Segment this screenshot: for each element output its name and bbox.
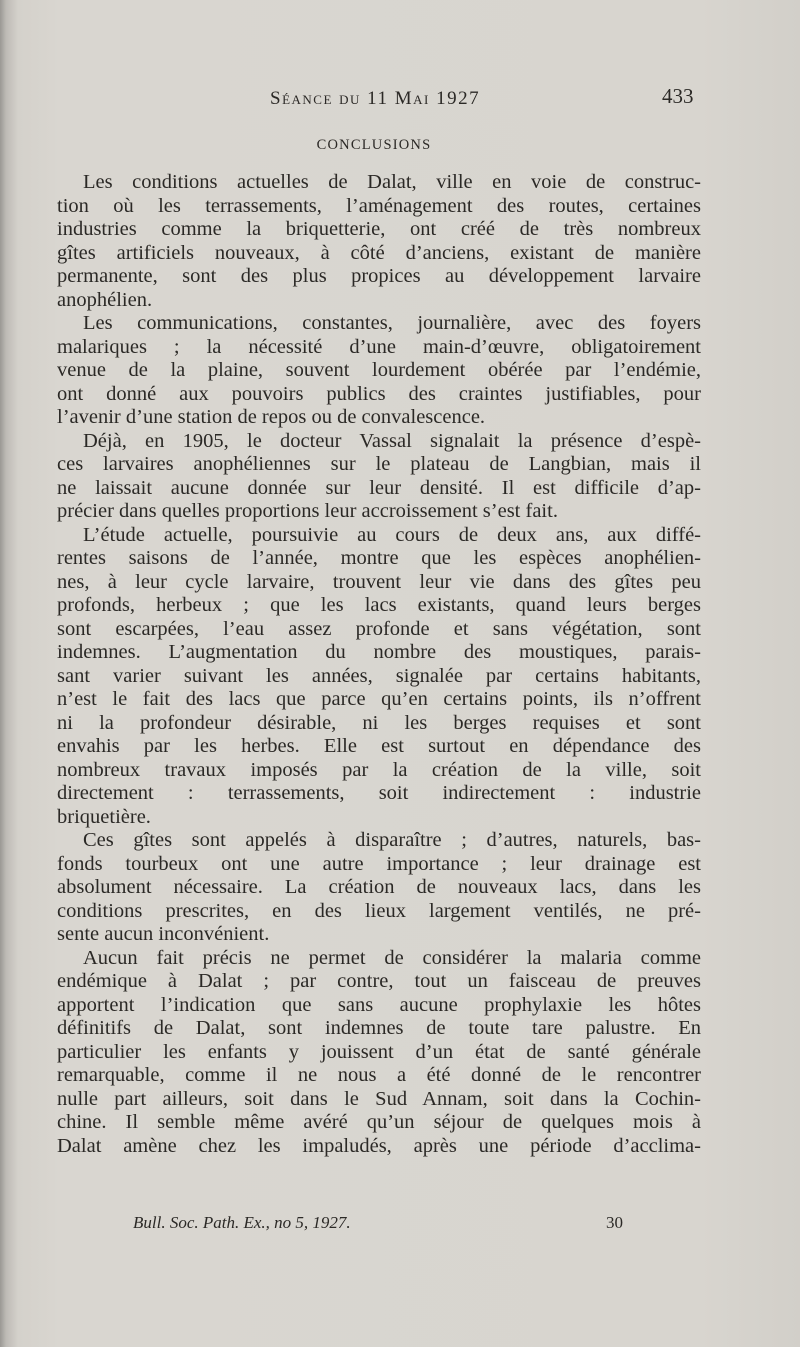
text-line: Les communications, constantes, journalière, avec des foyers	[83, 312, 701, 334]
running-header	[0, 82, 800, 112]
text-line: Les conditions actuelles de Dalat, ville en voie de construc-	[83, 171, 701, 193]
section-heading: CONCLUSIONS	[316, 137, 432, 153]
running-title: Séance du 11 Mai 1927	[270, 88, 481, 109]
text-line: chine. Il semble même avéré qu’un séjour de quelques mois à	[57, 1111, 701, 1133]
text-line: nulle part ailleurs, soit dans le Sud Annam, soit dans la Cochin-	[57, 1087, 701, 1110]
text-line: endémique à Dalat ; par contre, tout un faisceau de preuves	[57, 970, 701, 992]
text-line: nes, à leur cycle larvaire, trouvent leur vie dans des gîtes peu	[57, 570, 701, 593]
text-line: directement : terrassements, soit indirectement : industrie	[57, 782, 701, 804]
text-line: sente aucun inconvénient.	[57, 923, 270, 945]
text-line: conditions prescrites, en des lieux largement ventilés, ne pré-	[57, 899, 701, 922]
page-number: 433	[662, 84, 694, 108]
text-line: industries comme la briquetterie, ont créé de très nombreux	[57, 218, 701, 240]
text-line: envahis par les herbes. Elle est surtout en dépendance des	[57, 735, 701, 757]
signature-mark: 30	[606, 1213, 623, 1232]
text-line: Ces gîtes sont appelés à disparaître ; d’autres, naturels, bas-	[83, 829, 701, 851]
text-line: permanente, sont des plus propices au développement larvaire	[57, 265, 701, 287]
text-line: nombreux travaux imposés par la création de la ville, soit	[57, 758, 701, 781]
text-line: tion où les terrassements, l’aménagement des routes, certaines	[57, 194, 701, 217]
text-line: sant varier suivant les années, signalée par certains habitants,	[57, 664, 701, 687]
page-footer	[0, 1213, 800, 1241]
text-line: ni la profondeur désirable, ni les berges requises et sont	[57, 711, 701, 734]
text-line: n’est le fait des lacs que parce qu’en certains points, ils n’offrent	[57, 688, 701, 710]
text-line: ces larvaires anophéliennes sur le plateau de Langbian, mais il	[57, 453, 701, 475]
text-line: briquetière.	[57, 805, 151, 828]
text-line: Dalat amène chez les impaludés, après une période d’acclima-	[57, 1134, 701, 1157]
text-line: profonds, herbeux ; que les lacs existants, quand leurs berges	[57, 594, 701, 616]
body-text	[57, 171, 701, 1158]
text-line: gîtes artificiels nouveaux, à côté d’anciens, existant de manière	[57, 241, 701, 264]
text-line: précier dans quelles proportions leur accroissement s’est fait.	[57, 500, 558, 522]
text-line: Aucun fait précis ne permet de considérer la malaria comme	[83, 946, 701, 969]
text-line: malariques ; la nécessité d’une main-d’œuvre, obligatoirement	[57, 335, 701, 358]
text-line: particulier les enfants y jouissent d’un état de santé générale	[57, 1040, 701, 1063]
text-line: apportent l’indication que sans aucune prophylaxie les hôtes	[57, 993, 701, 1016]
text-line: fonds tourbeux ont une autre importance ; leur drainage est	[57, 852, 701, 875]
text-line: ne laissait aucune donnée sur leur densité. Il est difficile d’ap-	[57, 476, 701, 499]
text-line: définitifs de Dalat, sont indemnes de toute tare palustre. En	[57, 1017, 701, 1039]
text-line: indemnes. L’augmentation du nombre des moustiques, parais-	[57, 641, 701, 663]
footer-citation: Bull. Soc. Path. Ex., no 5, 1927.	[133, 1213, 351, 1232]
text-line: venue de la plaine, souvent lourdement obérée par l’endémie,	[57, 359, 701, 381]
text-line: anophélien.	[57, 288, 153, 311]
text-line: rentes saisons de l’année, montre que les espèces anophélien-	[57, 547, 701, 569]
text-line: ont donné aux pouvoirs publics des craintes justifiables, pour	[57, 382, 701, 405]
text-line: L’étude actuelle, poursuivie au cours de deux ans, aux diffé-	[83, 523, 701, 546]
text-line: Déjà, en 1905, le docteur Vassal signalait la présence d’espè-	[83, 429, 701, 452]
text-line: absolument nécessaire. La création de nouveaux lacs, dans les	[57, 876, 701, 898]
text-line: sont escarpées, l’eau assez profonde et sans végétation, sont	[57, 617, 701, 640]
text-line: l’avenir d’une station de repos ou de convalescence.	[57, 406, 486, 428]
text-line: remarquable, comme il ne nous a été donné de le rencontrer	[57, 1064, 701, 1086]
